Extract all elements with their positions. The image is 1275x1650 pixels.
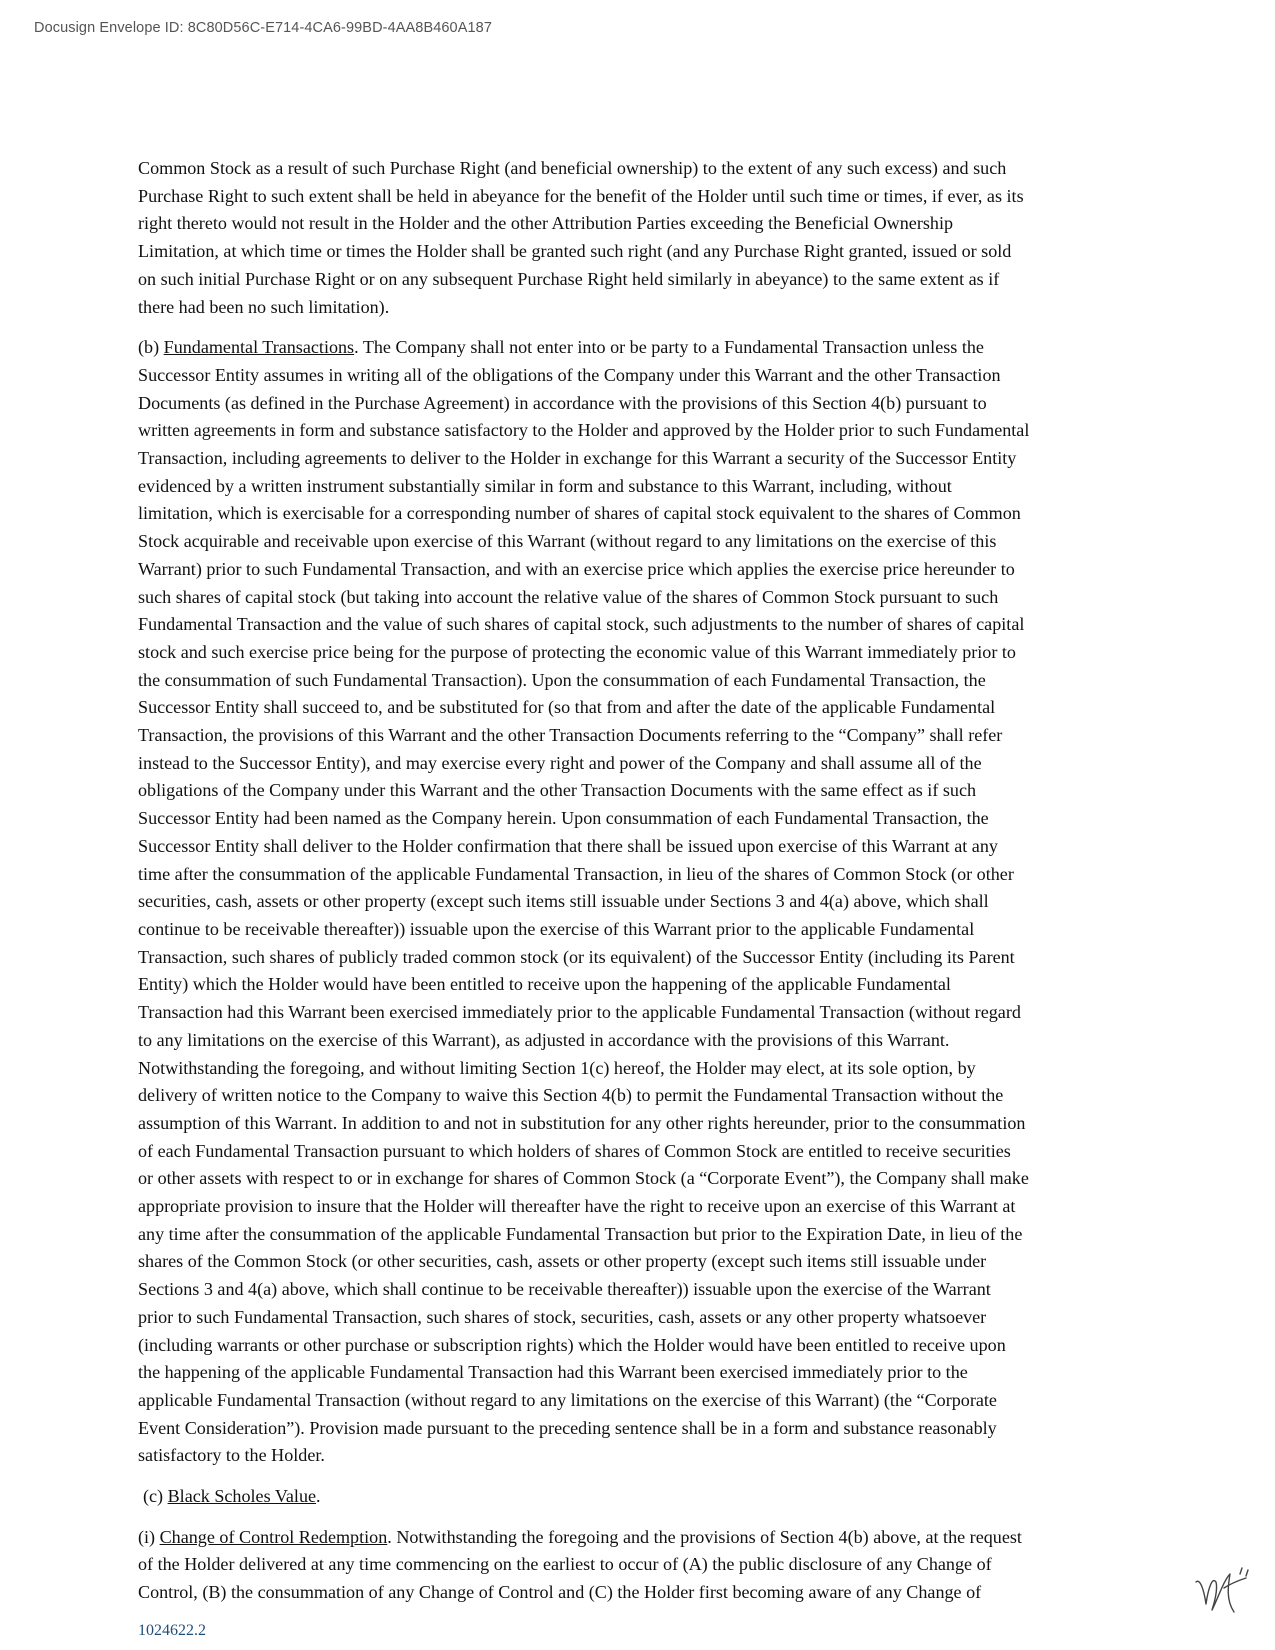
text-line: Common Stock as a result of such Purchase Right (and beneficial ownership) to the extent of any such excess) and such — [138, 158, 1007, 178]
text-line: right thereto would not result in the Holder and the other Attribution Parties exceeding the Beneficial Ownership — [138, 213, 954, 234]
text-line: evidenced by a written instrument substantially similar in form and substance to this Warrant, including, without — [138, 475, 952, 496]
section-i-change-of-control — [138, 1524, 1168, 1607]
section-c-suffix: . — [316, 1486, 321, 1507]
text-line: Event Consideration”). Provision made pursuant to the preceding sentence shall be in a form and substance reasonably — [138, 1417, 997, 1438]
text-line: applicable Fundamental Transaction (without regard to any limitations on the exercise of this Warrant) (the “Corporate — [138, 1389, 997, 1410]
section-b-heading: Fundamental Transactions — [163, 337, 355, 358]
text-line: Documents (as defined in the Purchase Agreement) in accordance with the provisions of this Section 4(b) pursuant to — [138, 392, 987, 413]
document-number: 1024622.2 — [138, 1622, 206, 1639]
text-line: Transaction, the provisions of this Warrant and the other Transaction Documents referring to the “Company” shall refer — [138, 725, 1003, 746]
text-line: Purchase Right to such extent shall be held in abeyance for the benefit of the Holder until such time or times, if ever, as its — [138, 185, 1024, 206]
section-c-prefix: (c) — [143, 1486, 168, 1507]
text-line: Sections 3 and 4(a) above, which shall continue to be receivable thereafter)) issuable upon the exercise of the Warrant — [138, 1279, 991, 1300]
text-line: Successor Entity shall succeed to, and be substituted for (so that from and after the date of the applicable Fundamental — [138, 697, 996, 718]
text-line: Successor Entity had been named as the Company herein. Upon consummation of each Fundamental Transaction, the — [138, 808, 989, 829]
text-line: obligations of the Company under this Warrant and the other Transaction Documents with the same effect as if such — [138, 780, 977, 801]
text-line: appropriate provision to insure that the Holder will thereafter have the right to receive upon an exercise of this Warrant at — [138, 1196, 1016, 1217]
text-line: Fundamental Transaction and the value of such shares of capital stock, such adjustments to the number of shares of capital — [138, 614, 1025, 635]
section-b-first-line: . The Company shall not enter into or be party to a Fundamental Transaction unless the — [354, 337, 984, 358]
text-line: Transaction, including agreements to deliver to the Holder in exchange for this Warrant a security of the Successor Entity — [138, 448, 1017, 469]
text-line: written agreements in form and substance satisfactory to the Holder and approved by the Holder prior to such Fundamental — [138, 420, 1030, 441]
section-b-prefix: (b) — [138, 337, 164, 358]
text-line: of each Fundamental Transaction pursuant to which holders of shares of Common Stock are entitled to receive securities — [138, 1140, 1011, 1161]
text-line: instead to the Successor Entity), and may exercise every right and power of the Company and shall assume all of the — [138, 752, 982, 773]
text-line: stock and such exercise price being for the purpose of protecting the economic value of this Warrant immediately prior to — [138, 641, 1016, 662]
text-line: to any limitations on the exercise of this Warrant), as adjusted in accordance with the provisions of this Warrant. — [138, 1029, 950, 1050]
text-line: Transaction, such shares of publicly traded common stock (or its equivalent) of the Successor Entity (including its Parent — [138, 946, 1015, 967]
text-line: Stock acquirable and receivable upon exercise of this Warrant (without regard to any limitations on the exercise of this — [138, 531, 997, 552]
text-line: time after the consummation of the applicable Fundamental Transaction, in lieu of the shares of Common Stock (or other — [138, 863, 1014, 884]
section-i-first-line: . Notwithstanding the foregoing and the provisions of Section 4(b) above, at the request — [387, 1526, 1022, 1547]
envelope-id: Docusign Envelope ID: 8C80D56C-E714-4CA6-99BD-4AA8B460A187 — [34, 20, 492, 36]
text-line — [143, 1483, 1168, 1511]
text-line: of the Holder delivered at any time commencing on the earliest to occur of (A) the public disclosure of any Change of — [138, 1554, 992, 1575]
text-line: any time after the consummation of the applicable Fundamental Transaction but prior to the Expiration Date, in lieu of the — [138, 1223, 1023, 1244]
text-line: Entity) which the Holder would have been entitled to receive upon the happening of the applicable Fundamental — [138, 974, 951, 995]
text-line: (including warrants or other purchase or subscription rights) which the Holder would have been entitled to receive upon — [138, 1334, 1006, 1355]
text-line: Transaction had this Warrant been exercised immediately prior to the applicable Fundamental Transaction (without regard — [138, 1002, 1021, 1023]
text-line: satisfactory to the Holder. — [138, 1445, 325, 1466]
text-line: Limitation, at which time or times the Holder shall be granted such right (and any Purchase Right granted, issued or sold — [138, 241, 1012, 262]
text-line: such shares of capital stock (but taking into account the relative value of the shares of Common Stock pursuant to such — [138, 586, 999, 607]
section-c-heading: Black Scholes Value — [167, 1486, 317, 1507]
text-line: continue to be receivable thereafter)) issuable upon the exercise of this Warrant prior to the applicable Fundamental — [138, 918, 975, 939]
paragraph-continuation — [138, 155, 1168, 321]
text-line: limitation, which is exercisable for a corresponding number of shares of capital stock equivalent to the shares of Common — [138, 503, 1021, 524]
text-line: or other assets with respect to or in exchange for shares of Common Stock (a “Corporate Event”), the Company shall make — [138, 1168, 1029, 1189]
text-line: prior to such Fundamental Transaction, such shares of stock, securities, cash, assets or any other property whatsoever — [138, 1306, 987, 1327]
section-c-black-scholes — [138, 1483, 1168, 1511]
text-line: assumption of this Warrant. In addition to and not in substitution for any other rights hereunder, prior to the consummation — [138, 1112, 1026, 1133]
text-line: there had been no such limitation). — [138, 296, 390, 317]
text-line: Successor Entity assumes in writing all of the obligations of the Company under this Warrant and the other Transaction — [138, 364, 1001, 385]
text-line: Warrant) prior to such Fundamental Transaction, and with an exercise price which applies the exercise price hereunder to — [138, 558, 1015, 579]
text-line: Successor Entity shall deliver to the Holder confirmation that there shall be issued upon exercise of this Warrant at any — [138, 835, 998, 856]
document-body — [138, 155, 1168, 1620]
text-line — [138, 334, 1168, 362]
section-i-heading: Change of Control Redemption — [159, 1526, 388, 1547]
text-line: delivery of written notice to the Company to waive this Section 4(b) to permit the Fundamental Transaction without the — [138, 1085, 1004, 1106]
text-line: securities, cash, assets or other property (except such items still issuable under Sections 3 and 4(a) above, which shall — [138, 891, 989, 912]
text-line — [138, 1524, 1168, 1552]
text-line: shares of the Common Stock (or other securities, cash, assets or other property (except such items still issuable under — [138, 1251, 987, 1272]
text-line: Control, (B) the consummation of any Change of Control and (C) the Holder first becoming aware of any Change of — [138, 1582, 982, 1603]
initials-signature — [1190, 1560, 1260, 1620]
section-b-fundamental-transactions — [138, 334, 1168, 1470]
text-line: the happening of the applicable Fundamental Transaction had this Warrant been exercised immediately prior to the — [138, 1362, 968, 1383]
section-i-prefix: (i) — [138, 1526, 160, 1547]
text-line: on such initial Purchase Right or on any subsequent Purchase Right held similarly in abeyance) to the same extent as if — [138, 268, 1000, 289]
text-line: Notwithstanding the foregoing, and without limiting Section 1(c) hereof, the Holder may elect, at its sole option, by — [138, 1057, 976, 1078]
text-line: the consummation of such Fundamental Transaction). Upon the consummation of each Fundamental Transaction, the — [138, 669, 986, 690]
